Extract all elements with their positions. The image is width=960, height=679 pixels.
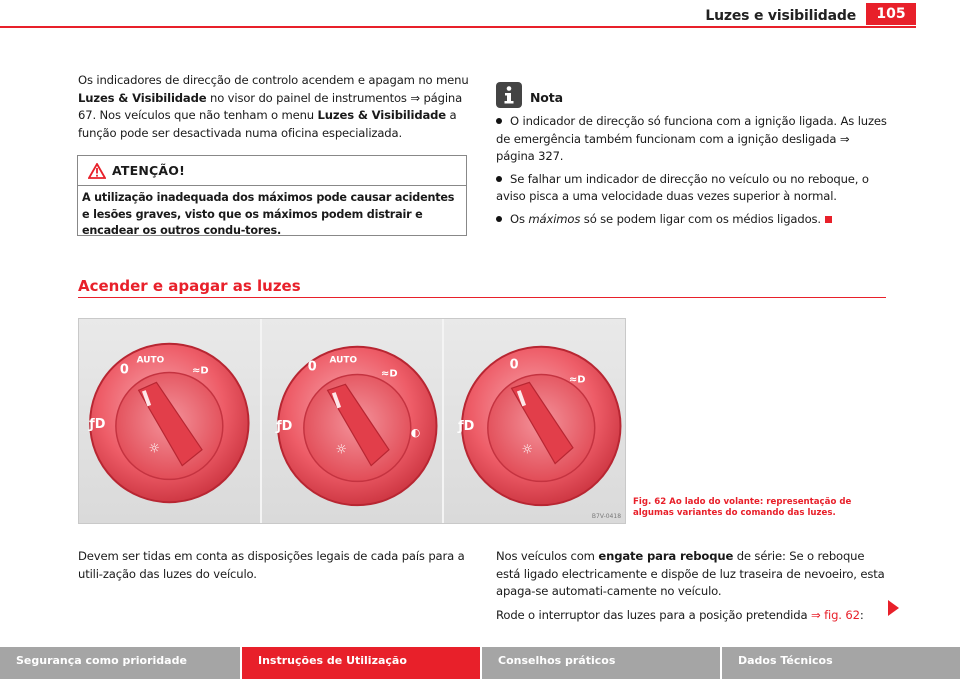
svg-text:≈D: ≈D — [569, 374, 586, 386]
ref-arrow: ⇒ — [410, 90, 420, 105]
svg-text:≈D: ≈D — [192, 365, 209, 377]
footer-tab-technical-data[interactable]: Dados Técnicos — [720, 647, 960, 679]
figure-code: B7V-0418 — [591, 513, 622, 520]
svg-text:0: 0 — [509, 357, 519, 373]
note-bullet-text: Se falhar um indicador de direcção no veículo ou no reboque, o aviso pisca a uma velocidade duas vezes superior à normal. — [496, 171, 869, 203]
figure-reference-link[interactable]: fig. 62 — [820, 607, 860, 622]
instruction-paragraph — [496, 607, 890, 625]
section-end-icon — [825, 216, 832, 223]
figure-caption: Fig. 62 Ao lado do volante: representação de algumas variantes do comando das luzes. — [633, 497, 852, 518]
footer-nav — [0, 647, 960, 679]
list-item — [496, 211, 888, 229]
light-switch-dial-icon — [444, 319, 625, 523]
ref-arrow: ⇒ — [810, 607, 821, 622]
note-title: Nota — [530, 89, 563, 105]
section-title: Acender e apagar as luzes — [78, 277, 301, 295]
svg-text:≈D: ≈D — [380, 368, 398, 380]
intro-text-3: página 67. Nos veículos que não tenham o menu — [78, 90, 463, 122]
list-item — [496, 171, 888, 206]
warning-box — [77, 155, 467, 236]
page-number: 105 — [866, 3, 916, 25]
intro-text-1: Os indicadores de direcção de controlo acendem e apagam no menu — [78, 73, 469, 87]
legal-paragraph: Devem ser tidas em conta as disposições legais de cada país para a utili-zação das luzes do veículo. — [78, 549, 465, 581]
svg-text:☼: ☼ — [148, 441, 161, 457]
tow-hitch-section — [496, 548, 890, 624]
note-section — [496, 80, 888, 233]
warning-title: ATENÇÃO! — [112, 163, 186, 178]
note-bullet-text: Os — [510, 211, 529, 226]
svg-text:◐: ◐ — [410, 425, 420, 439]
svg-text:0: 0 — [307, 359, 317, 375]
info-icon — [496, 82, 522, 108]
paragraph-text: : — [859, 607, 864, 622]
light-switch-figure — [78, 318, 626, 524]
switch-panel-1 — [79, 319, 262, 523]
paragraph-text: Nos veículos com — [496, 549, 599, 563]
menu-name-1: Luzes & Visibilidade — [78, 90, 207, 105]
footer-tab-safety[interactable]: Segurança como prioridade — [0, 647, 240, 679]
intro-text-2: no visor do painel de instrumentos — [206, 90, 411, 105]
bullet-icon — [496, 216, 502, 222]
note-bullet-text: O indicador de direcção só funciona com a ignição ligada. As luzes de emergência também funcionam com a ignição desligada ⇒ página 327. — [496, 114, 887, 163]
list-item — [496, 113, 888, 166]
paragraph-text: de série: Se o reboque está ligado electricamente e dispõe de luz traseira de nevoeiro, esta apaga-se automati-camente no veículo. — [496, 549, 885, 598]
auto-label: AUTO — [329, 355, 357, 366]
light-switch-dial-icon — [79, 319, 260, 523]
svg-text:☼: ☼ — [335, 442, 347, 458]
note-emphasis: máximos — [528, 211, 581, 226]
tow-hitch-term: engate para reboque — [598, 549, 734, 563]
switch-panel-2 — [262, 319, 445, 523]
bullet-icon — [496, 176, 502, 182]
svg-text:ƒD: ƒD — [89, 416, 106, 432]
switch-panel-3 — [444, 319, 625, 523]
warning-text: A utilização inadequada dos máximos pode causar acidentes e lesões graves, visto que os máximos podem distrair e encadear os outros condu-tores. — [82, 191, 455, 237]
header-rule — [0, 26, 916, 28]
intro-paragraph — [78, 72, 470, 142]
svg-text:ƒD: ƒD — [458, 418, 475, 434]
bullet-icon — [496, 118, 502, 124]
light-switch-dial-icon — [262, 319, 443, 523]
intro-text-4: a função pode ser desactivada numa oficina especializada. — [78, 108, 457, 140]
footer-tab-instructions[interactable]: Instruções de Utilização — [240, 647, 480, 679]
paragraph-text: Rode o interruptor das luzes para a posição pretendida — [496, 607, 811, 622]
section-rule — [78, 297, 886, 298]
tow-hitch-paragraph — [496, 548, 890, 601]
svg-text:ƒD: ƒD — [275, 418, 293, 434]
svg-text:0: 0 — [119, 362, 129, 378]
note-bullets — [496, 113, 888, 228]
note-bullet-text: só se podem ligar com os médios ligados. — [580, 211, 821, 226]
svg-text:☼: ☼ — [521, 442, 534, 458]
auto-label: AUTO — [136, 355, 165, 366]
footer-tab-practical-tips[interactable]: Conselhos práticos — [480, 647, 720, 679]
menu-name-2: Luzes & Visibilidade — [317, 108, 447, 122]
note-header — [496, 80, 888, 108]
page-header-title: Luzes e visibilidade — [705, 8, 856, 24]
warning-triangle-icon — [88, 163, 106, 179]
next-page-arrow-icon[interactable] — [888, 600, 899, 616]
warning-header — [78, 156, 466, 186]
